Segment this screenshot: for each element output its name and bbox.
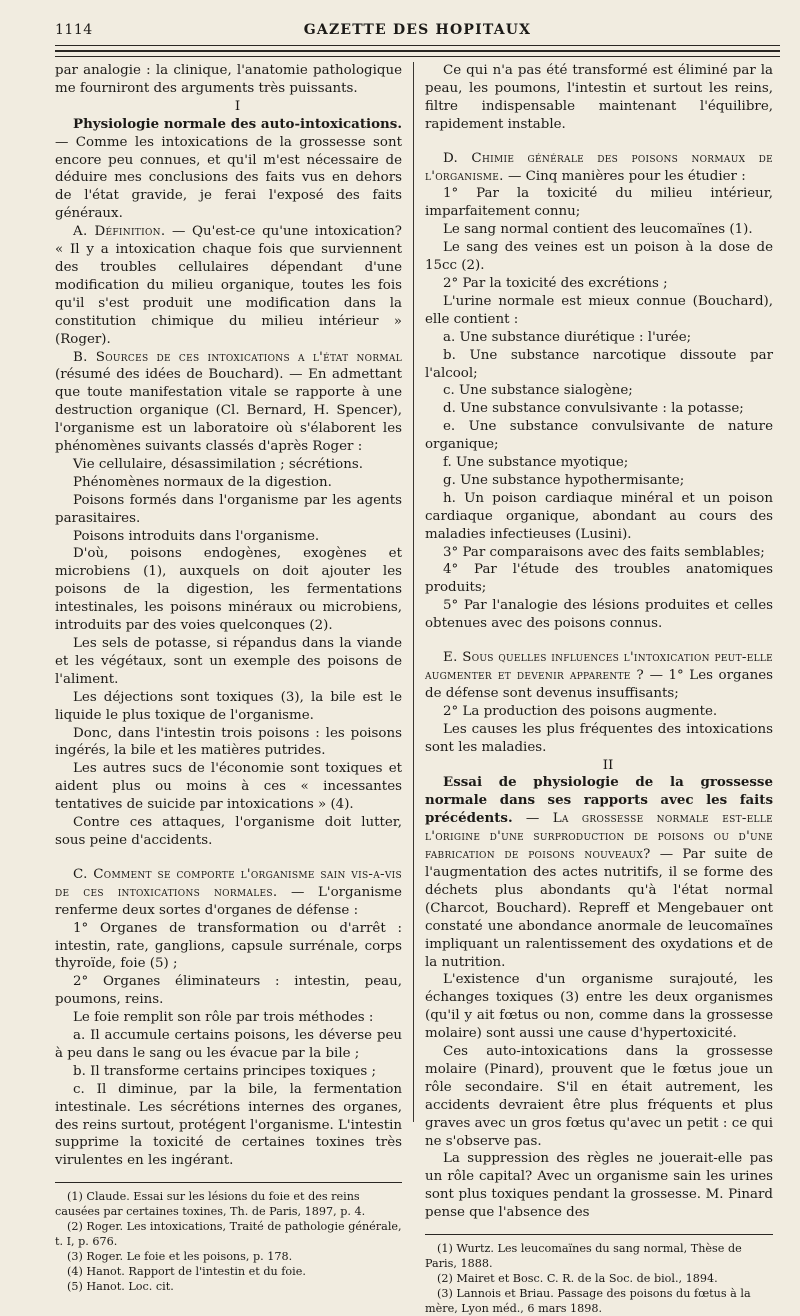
column-divider [413,62,414,1122]
header-rule [55,45,780,46]
paragraph: 2° Organes éliminateurs : intestin, peau, poumons, reins. [55,974,402,1008]
paragraph [55,866,402,920]
footnote-rule [425,1234,773,1235]
paragraph: 5° Par l'analogie des lésions produites et celles obtenues avec des poisons connus. [425,598,773,632]
section-number: I [234,98,241,114]
paragraph: 1° Organes de transformation ou d'arrêt : intestin, rate, ganglions, capsule surrénale, corps thyroïde, foie (5) ; [55,920,402,972]
section-number: II [602,757,614,773]
page-header [55,20,780,42]
list-item: g. Une substance hypothermisante; [443,472,685,488]
paragraph: 1° Par la toxicité du milieu intérieur, imparfaitement connu; [425,186,773,220]
list-item: c. Une substance sialogène; [443,383,633,399]
paragraph [55,116,402,223]
page-number: 1114 [55,22,93,38]
paragraph: Les déjections sont toxiques (3), la bile est le liquide le plus toxique de l'organisme. [55,689,402,723]
paragraph: Le sang normal contient des leucomaïnes (1). [443,222,753,238]
spacer [425,134,773,150]
paragraph: 2° Par la toxicité des excrétions ; [443,275,668,291]
paragraph-text: — Par suite de l'augmentation des actes nutritifs, il se forme des déchets plus abondants qu'à l'état normal (Charcot, Bouchard). Repreff et Mengebauer ont constaté une abondance anormale de leucomaïnes impliquant un ralentissement des oxydations et de la nutrition. [425,847,774,970]
header-rule-thick [55,50,780,52]
list-item: f. Une substance myotique; [443,455,629,471]
footnote: (1) Wurtz. Les leucomaïnes du sang normal, Thèse de Paris, 1888. [425,1242,742,1271]
paragraph-text: (résumé des idées de Bouchard). — En admettant que toute manifestation vitale se rapporte à une destruction organique (Cl. Bernard, H. Spencer), l'organisme est un laboratoire où s'élaborent les phénomènes suivants classés d'après Roger : [55,367,402,455]
paragraph [425,150,773,186]
paragraph: Ce qui n'a pas été transformé est éliminé par la peau, les poumons, l'intestin et surtout les reins, filtre indispensable maintenant l'équilibre, rapidement instable. [425,63,773,132]
paragraph: 4° Par l'étude des troubles anatomiques produits; [425,562,773,596]
paragraph [55,349,402,456]
paragraph: par analogie : la clinique, l'anatomie pathologique me fourniront des arguments très puissants. [55,63,402,96]
list-item: d. Une substance convulsivante : la potasse; [443,401,744,417]
footnotes [425,1241,773,1316]
paragraph: Les autres sucs de l'économie sont toxiques et aident plus ou moins à ces « incessantes tentatives de suicide par intoxications » (4). [55,761,402,813]
paragraph [55,223,402,348]
paragraph: Poisons introduits dans l'organisme. [73,528,320,544]
paragraph: L'existence d'un organisme surajouté, les échanges toxiques (3) entre les deux organismes (qu'il y ait fœtus ou non, comme dans la grossesse molaire) sont aussi une cause d'hypertoxicité. [425,972,773,1042]
paragraph: Le foie remplit son rôle par trois méthodes : [73,1010,374,1026]
list-item: a. Une substance diurétique : l'urée; [443,329,692,345]
subsection-heading: — La grossesse normale est-elle l'origine d'une surproduction de poisons ou d'une fabrication de poisons nouveaux? [425,811,773,863]
paragraph: Phénomènes normaux de la digestion. [73,474,332,490]
paragraph-text: — Qu'est-ce qu'une intoxication? « Il y a intoxication chaque fois que surviennent des troubles cellulaires dépendant d'une modification du milieu organique, toutes les fois qu'il s'est produit une modification dans la constitution chimique du milieu intérieur » (Roger). [55,224,402,347]
footnote: (2) Mairet et Bosc. C. R. de la Soc. de biol., 1894. [437,1272,718,1286]
list-item: e. Une substance convulsivante de nature organique; [425,419,773,453]
footnote: (2) Roger. Les intoxications, Traité de pathologie générale, t. I, p. 676. [55,1220,402,1249]
spacer [55,850,402,866]
journal-title: GAZETTE DES HOPITAUX [303,22,532,38]
paragraph: 2° La production des poisons augmente. [443,703,718,719]
footnote: (1) Claude. Essai sur les lésions du foie et des reins causées par certaines toxines, Th. de Paris, 1897, p. 4. [55,1190,366,1219]
paragraph: Poisons formés dans l'organisme par les agents parasitaires. [55,492,402,526]
footnote: (3) Roger. Le foie et les poisons, p. 178. [67,1250,293,1264]
left-column [55,62,402,1294]
footnote: (3) Lannois et Briau. Passage des poisons du fœtus à la mère, Lyon méd., 6 mars 1898. [425,1287,751,1316]
right-column [425,62,773,1316]
list-item: b. Une substance narcotique dissoute par l'alcool; [425,347,773,381]
paragraph: 3° Par comparaisons avec des faits semblables; [443,544,765,560]
subsection-heading: C. Comment se comporte l'organisme sain vis-a-vis de ces intoxications normales. [55,866,402,900]
subsection-heading: E. Sous quelles influences l'intoxication peut-elle augmenter et devenir apparente ? [425,650,773,683]
paragraph-text: — 1° Les organes de défense sont devenus insuffisants; [425,668,773,701]
footnotes [55,1189,402,1294]
paragraph [425,774,773,971]
subsection-heading: A. Définition. [73,224,166,240]
paragraph: Le sang des veines est un poison à la dose de 15cc (2). [425,240,773,274]
footnote: (5) Hanot. Loc. cit. [67,1280,174,1294]
paragraph: Contre ces attaques, l'organisme doit lutter, sous peine d'accidents. [55,815,402,848]
paragraph: b. Il transforme certains principes toxiques ; [73,1063,377,1079]
paragraph: a. Il accumule certains poisons, les déverse peu à peu dans le sang ou les évacue par la bile ; [55,1028,402,1061]
paragraph-text: — L'organisme renferme deux sortes d'organes de défense : [55,884,402,918]
paragraph-text: — Cinq manières pour les étudier : [503,168,746,184]
paragraph: Les causes les plus fréquentes des intoxications sont les maladies. [425,721,773,755]
subsection-heading: D. Chimie générale des poisons normaux de l'organisme. [425,150,773,184]
paragraph: D'où, poisons endogènes, exogènes et microbiens (1), auxquels on doit ajouter les poisons de la digestion, les fermentations intestinales, les poisons minéraux ou microbiens, introduits par des voies quelconques (2). [55,546,402,634]
paragraph: La suppression des règles ne jouerait-elle pas un rôle capital? Avec un organisme sain les urines sont plus toxiques pendant la grossesse. M. Pinard pense que l'absence des [425,1151,773,1221]
section-heading: Essai de physiologie de la grossesse normale dans ses rapports avec les faits précédents. [425,774,773,827]
paragraph: Vie cellulaire, désassimilation ; sécrétions. [73,456,363,472]
spacer [425,633,773,649]
subsection-heading: B. Sources de ces intoxications a l'état normal [73,349,402,365]
paragraph: Les sels de potasse, si répandus dans la viande et les végétaux, sont un exemple des poisons de l'aliment. [55,636,402,687]
paragraph: c. Il diminue, par la bile, la fermentation intestinale. Les sécrétions internes des organes, des reins surtout, protégent l'organisme. L'intestin supprime la toxicité de certaines toxines très virulentes en les ingérant. [55,1081,402,1169]
header-rule-thin [55,56,780,57]
footnote: (4) Hanot. Rapport de l'intestin et du foie. [67,1265,306,1279]
list-item: h. Un poison cardiaque minéral et un poison cardiaque organique, abondant au cours des maladies infectieuses (Lusini). [425,490,773,542]
paragraph-text: — Comme les intoxications de la grossesse sont encore peu connues, et qu'il m'est nécessaire de déduire mes conclusions des faits vus en dehors de l'état gravide, je ferai l'exposé des faits généraux. [55,134,402,222]
paragraph [425,649,773,703]
section-heading: Physiologie normale des auto-intoxications. [73,115,402,132]
paragraph: Ces auto-intoxications dans la grossesse molaire (Pinard), prouvent que le fœtus joue un rôle secondaire. S'il en était autrement, les accidents devraient être plus fréquents et plus graves avec un gros fœtus qu'avec un petit : ce qui ne s'observe pas. [425,1044,773,1149]
paragraph: Donc, dans l'intestin trois poisons : les poisons ingérés, la bile et les matières putrides. [55,725,402,759]
paragraph: L'urine normale est mieux connue (Bouchard), elle contient : [425,293,773,327]
